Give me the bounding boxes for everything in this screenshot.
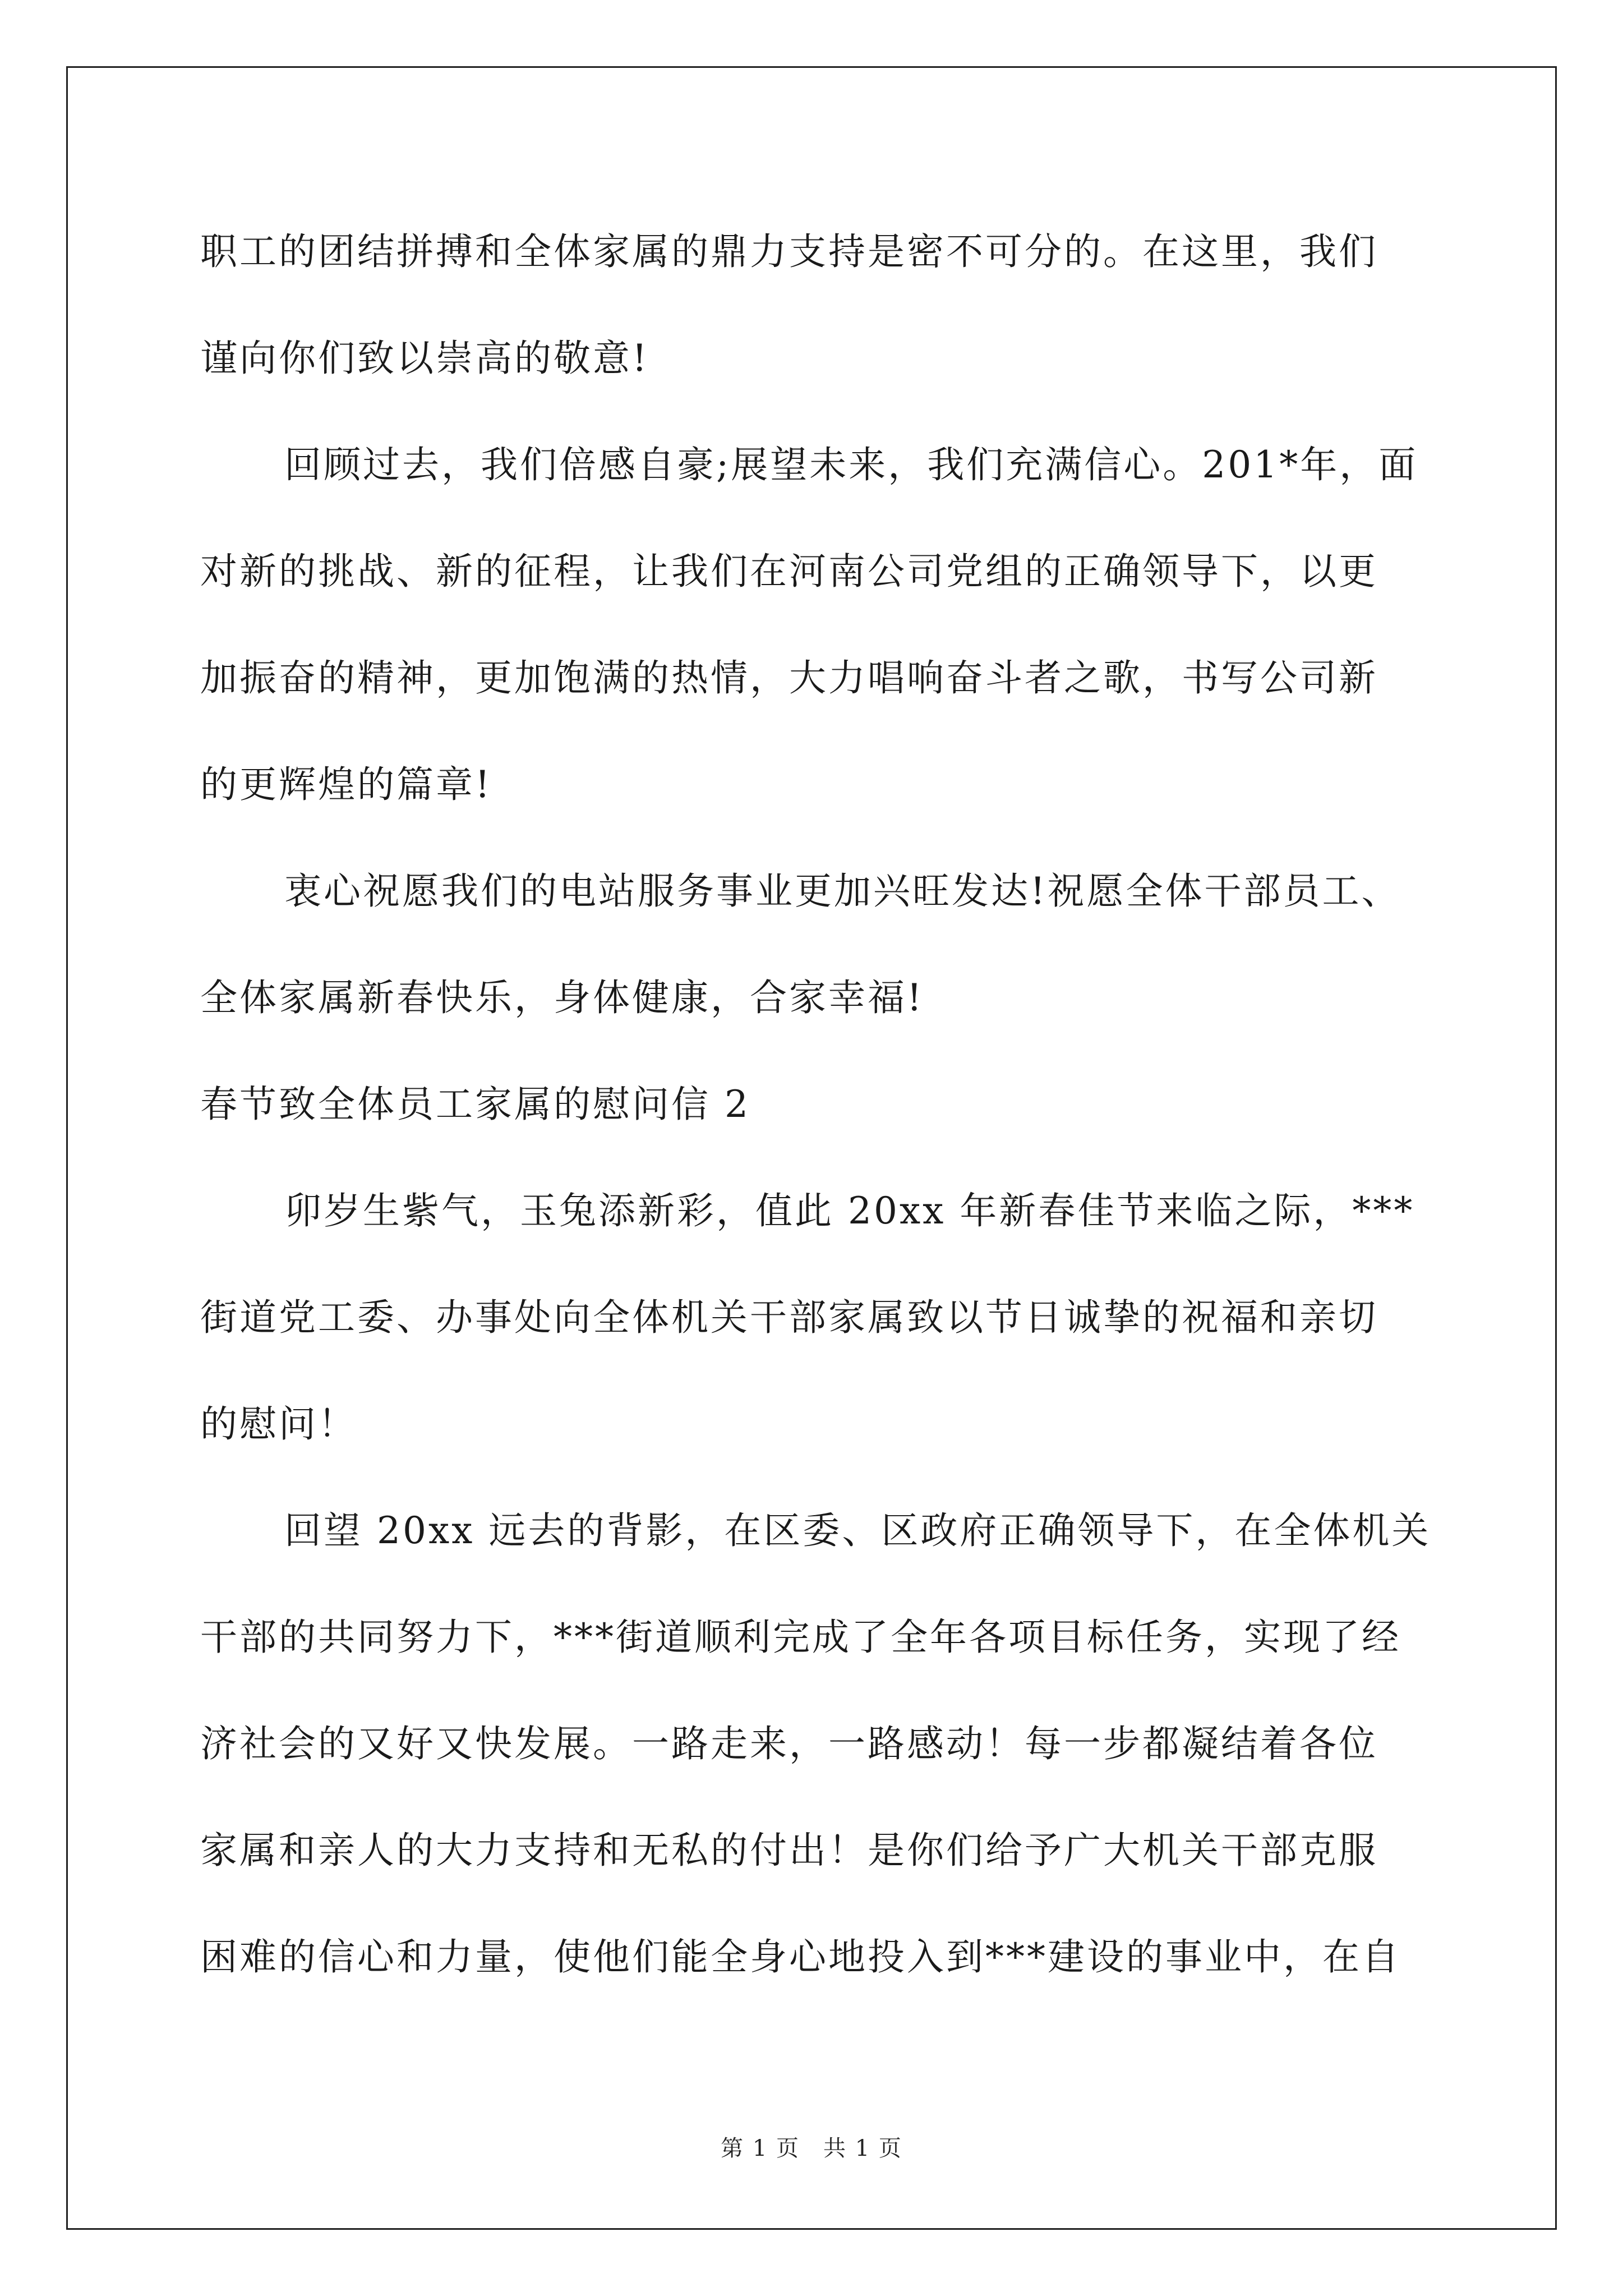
text-line: 的慰问！: [200, 1402, 357, 1446]
page-number-footer: 第 1 页 共 1 页: [721, 2136, 902, 2161]
page-border: [66, 66, 1557, 2230]
text-line: 济社会的又好又快发展。一路走来，一路感动！每一步都凝结着各位: [200, 1722, 1378, 1765]
text-line: 街道党工委、办事处向全体机关干部家属致以节日诚挚的祝福和亲切: [200, 1296, 1378, 1339]
text-line: 职工的团结拼搏和全体家属的鼎力支持是密不可分的。在这里，我们: [200, 230, 1378, 273]
text-line: 干部的共同努力下，***街道顺利完成了全年各项目标任务，实现了经: [200, 1616, 1401, 1659]
section-title: 春节致全体员工家属的慰问信 2: [200, 1083, 750, 1126]
paragraph-start-line: 回顾过去，我们倍感自豪;展望未来，我们充满信心。201*年，面: [284, 443, 1418, 486]
paragraph-start-line: 卯岁生紫气，玉兔添新彩，值此 20xx 年新春佳节来临之际，***: [284, 1189, 1415, 1232]
text-line: 加振奋的精神，更加饱满的热情，大力唱响奋斗者之歌，书写公司新: [200, 656, 1378, 700]
text-line: 家属和亲人的大力支持和无私的付出！是你们给予广大机关干部克服: [200, 1829, 1378, 1872]
text-line: 全体家属新春快乐，身体健康，合家幸福!: [200, 976, 924, 1019]
text-line: 的更辉煌的篇章!: [200, 763, 492, 806]
text-line: 谨向你们致以崇高的敬意!: [200, 337, 649, 380]
text-line: 困难的信心和力量，使他们能全身心地投入到***建设的事业中，在自: [200, 1935, 1401, 1978]
text-line: 对新的挑战、新的征程，让我们在河南公司党组的正确领导下，以更: [200, 550, 1378, 593]
paragraph-start-line: 衷心祝愿我们的电站服务事业更加兴旺发达!祝愿全体干部员工、: [284, 869, 1401, 913]
paragraph-start-line: 回望 20xx 远去的背影，在区委、区政府正确领导下，在全体机关: [284, 1509, 1431, 1552]
